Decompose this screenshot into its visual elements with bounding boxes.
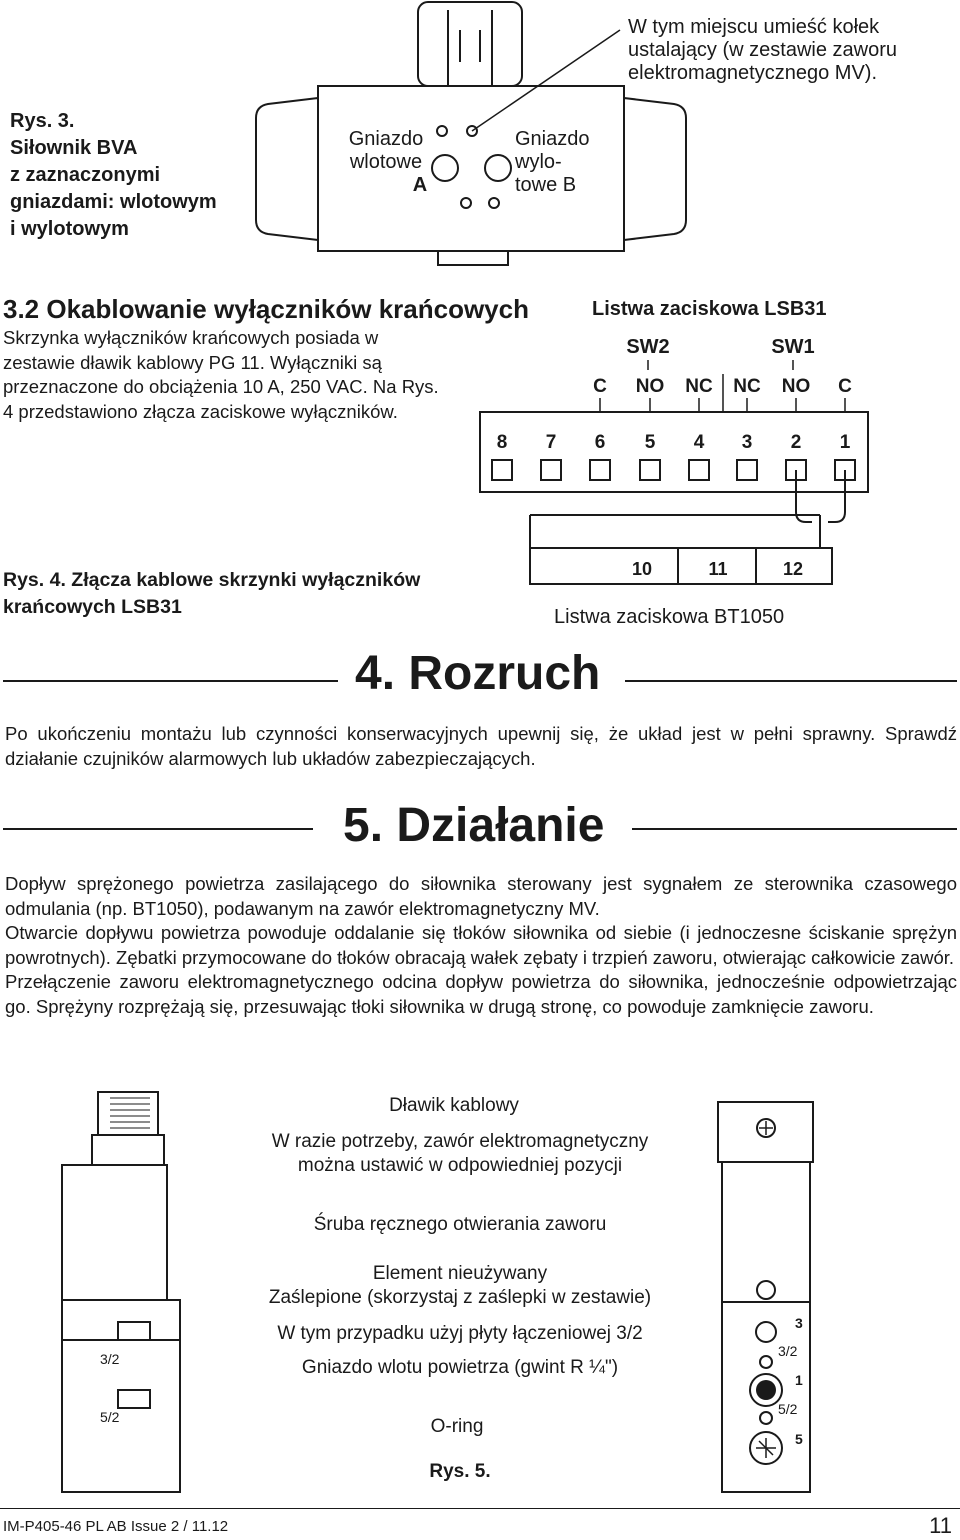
section-4-body: Po ukończeniu montażu lub czynności konserwacyjnych upewnij się, że układ jest w pełni sprawny. Sprawdź działanie czujników alarmowych lub układów zabezpieczających. (5, 723, 957, 769)
label-rotate-line1: W razie potrzeby, zawór elektromagnetyczny (271, 1131, 649, 1152)
terminal-diagram (470, 290, 960, 630)
fig4-caption: Rys. 4. Złącza kablowe skrzynki wyłączników krańcowych LSB31 (3, 569, 421, 618)
actuator-right-endcap (624, 98, 686, 240)
terminal-screw-icon (737, 460, 757, 480)
contact-nc-sw2: NC (685, 376, 713, 397)
label-inlet: Gniazdo wlotu powietrza (gwint R ¼") (301, 1357, 619, 1378)
terminal-1: 1 (839, 432, 851, 453)
right-port-1-label: 1 (795, 1372, 803, 1388)
bt1050-terminal-12: 12 (782, 559, 804, 579)
contact-no-sw1: NO (781, 376, 811, 397)
section-3-2-body: Skrzynka wyłączników krańcowych posiada w zestawie dławik kablowy PG 11. Wyłączniki są przeznaczone do obciążenia 10 A, 250 VAC. Na Rys. 4 przedstawiono złącza zaciskowe wyłączników. (3, 327, 439, 422)
callout-text-line1: W tym miejscu umieść kołek (628, 16, 880, 38)
bt1050-terminal-10: 10 (631, 559, 653, 579)
terminal-7: 7 (545, 432, 557, 453)
label-cable-gland: Dławik kablowy (389, 1095, 519, 1116)
label-manual-screw: Śruba ręcznego otwierania zaworu (313, 1214, 607, 1235)
footer-rule (0, 1508, 960, 1509)
port-b-label-line2: wylo- (515, 151, 562, 173)
page-number: 11 (929, 1513, 952, 1538)
label-oring: O-ring (430, 1416, 484, 1437)
footer-doc-id: IM-P405-46 PL AB Issue 2 / 11.12 (3, 1518, 229, 1535)
lsb31-title: Listwa zaciskowa LSB31 (592, 298, 827, 320)
solenoid-valve-drawing (0, 1080, 960, 1505)
bolt-hole-icon (437, 126, 447, 136)
section-5-paragraph-2: Otwarcie dopływu powietrza powoduje oddalanie się tłoków siłownika od siebie (i jednoczesne ściskanie sprężyn powrotnych). Zębatki przymocowane do tłoków obracają wałek zębaty i trzpień zaworu, otwierając całkowicie zawór. (5, 922, 957, 968)
bolt-hole-icon (489, 198, 499, 208)
port-a-label-line2: wlotowe (349, 151, 423, 173)
terminal-2: 2 (790, 432, 802, 453)
label-plate: W tym przypadku użyj płyty łączeniowej 3/2 (277, 1323, 643, 1344)
port-a-label-line1: Gniazdo (348, 128, 424, 150)
fig5-caption: Rys. 5. (429, 1461, 491, 1482)
port-5-2-left (118, 1390, 150, 1408)
contact-c-sw1: C (838, 376, 852, 397)
terminal-screw-icon (541, 460, 561, 480)
lsb31-strip (480, 412, 868, 492)
port-3-circle (756, 1322, 776, 1342)
left-port-3-2-label: 3/2 (100, 1351, 120, 1367)
section-5-paragraph-1: Dopływ sprężonego powietrza zasilającego do siłownika sterowany jest sygnałem ze sterownika czasowego odmulania (np. BT1050), podawanym na zawór elektromagnetyczny MV. (5, 873, 957, 919)
contact-nc-sw1: NC (733, 376, 761, 397)
section-5-paragraph-3: Przełączenie zaworu elektromagnetycznego odcina dopływ powietrza do siłownika, jednocześnie odpowietrzając go. Sprężyny rozprężają się, przesuwając tłoki siłownika w drugą stronę, co powoduje zamknięcie zaworu. (5, 971, 957, 1017)
section-4-rule-left (3, 680, 338, 682)
terminal-5: 5 (644, 432, 656, 453)
port-b-circle (485, 155, 511, 181)
port-a-circle (432, 155, 458, 181)
bt1050-terminal-11: 11 (708, 559, 728, 579)
bt1050-label: Listwa zaciskowa BT1050 (554, 606, 785, 628)
section-5-rule-right (632, 828, 957, 830)
actuator-drawing (0, 0, 960, 290)
right-port-5-2-label: 5/2 (778, 1401, 798, 1417)
label-unused-line1: Element nieużywany (372, 1263, 548, 1284)
actuator-top-cap (418, 2, 522, 86)
bolt-hole-icon (461, 198, 471, 208)
section-4-rule-right (625, 680, 957, 682)
valve-left-gland (92, 1135, 164, 1165)
valve-left-top (98, 1092, 158, 1137)
terminal-3: 3 (741, 432, 753, 453)
sw2-label: SW2 (626, 336, 670, 358)
terminal-screw-icon (590, 460, 610, 480)
inlet-port-icon (756, 1380, 776, 1400)
section-5-body (5, 872, 957, 1019)
terminal-screw-icon (689, 460, 709, 480)
port-b-label-line1: Gniazdo (515, 128, 590, 150)
callout-text-line2: ustalający (w zestawie zaworu (628, 39, 897, 61)
section-5-title: 5. Działanie (343, 799, 605, 852)
section-4-title: 4. Rozruch (355, 647, 601, 700)
terminal-screw-icon (492, 460, 512, 480)
label-unused-line2: Zaślepione (skorzystaj z zaślepki w zestawie) (268, 1287, 652, 1308)
terminal-4: 4 (693, 432, 705, 453)
port-b-label-line3: towe B (515, 174, 577, 196)
section-5-rule-left (3, 828, 313, 830)
terminal-screw-icon (640, 460, 660, 480)
left-port-5-2-label: 5/2 (100, 1409, 120, 1425)
terminal-8: 8 (496, 432, 508, 453)
fig3-caption: Rys. 3. Siłownik BVA z zaznaczonymi gniazdami: wlotowym i wylotowym (10, 110, 217, 240)
right-port-3-label: 3 (795, 1315, 803, 1331)
actuator-left-endcap (256, 98, 318, 240)
bolt-hole-icon (760, 1412, 772, 1424)
section-3-2-title: 3.2 Okablowanie wyłączników krańcowych (3, 294, 529, 324)
port-3-2-left (118, 1322, 150, 1340)
callout-text-line3: elektromagnetycznego MV). (628, 62, 878, 84)
valve-left-coil (62, 1165, 167, 1300)
sw1-label: SW1 (771, 336, 815, 358)
right-port-3-2-label: 3/2 (778, 1343, 798, 1359)
actuator-bottom-block (438, 251, 508, 265)
port-a-label-letter: A (412, 174, 428, 196)
manual-screw-icon (757, 1281, 775, 1299)
contact-no-sw2: NO (635, 376, 665, 397)
bolt-hole-icon (760, 1356, 772, 1368)
label-rotate-line2: można ustawić w odpowiedniej pozycji (297, 1155, 623, 1176)
terminal-6: 6 (594, 432, 606, 453)
contact-c-sw2: C (593, 376, 607, 397)
right-port-5-label: 5 (795, 1431, 803, 1447)
